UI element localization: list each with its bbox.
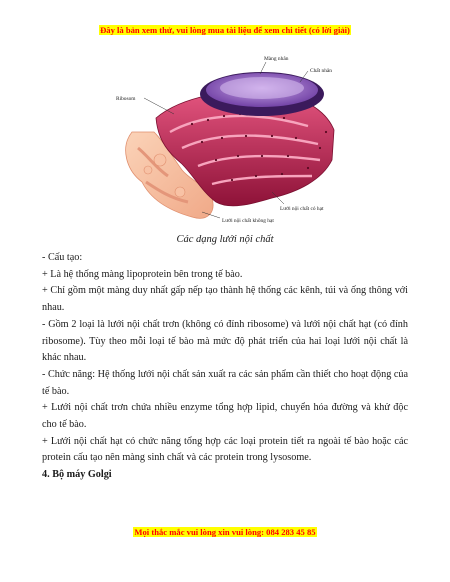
preview-notice-text: Đây là bản xem thử, vui lòng mua tài liệu để xem chi tiết (có lời giải) [100,25,350,35]
function-title: - Chức năng: Hệ thống lưới nội chất sản xuất ra các sản phẩm cần thiết cho hoạt động của tế bào. [42,368,408,397]
function-point-1: + Lưới nội chất trơn chứa nhiều enzyme tổng hợp lipid, chuyển hóa đường và khử độc cho tế bào. [42,402,408,431]
endoplasmic-reticulum-illustration [112,52,344,228]
label-ribosome: Ribosom [116,96,136,102]
structure-title: - Cấu tạo: [42,252,83,263]
contact-banner [0,527,450,537]
contact-text: Mọi thắc mắc vui lòng xin vui lòng: 084 283 45 85 [134,527,316,537]
document-body [42,250,408,484]
section-heading: 4. Bộ máy Golgi [42,469,112,481]
function-point-2: + Lưới nội chất hạt có chức năng tổng hợp các loại protein tiết ra ngoài tế bào hoặc các protein cấu tạo nên màng sinh chất và các protein trong lysosome. [42,435,408,464]
structure-point-2: + Chỉ gồm một màng duy nhất gấp nếp tạo thành hệ thống các kênh, túi và ống thông với nhau. [42,285,408,314]
label-nucleoplasm: Chất nhân [310,68,333,74]
nucleus [200,72,324,116]
preview-notice-banner [0,25,450,35]
label-smooth-er: Lưới nội chất không hạt [222,218,274,224]
label-nuclear-membrane: Màng nhân [264,56,289,62]
structure-point-3: - Gồm 2 loại là lưới nội chất trơn (không có đính ribosome) và lưới nội chất hạt (có đính ribosome). Tùy theo mỗi loại tế bào mà mức độ phát triển của hai loại lưới nội chất là khác nhau. [42,318,408,364]
figure-caption: Các dạng lưới nội chất [176,234,274,245]
structure-point-1: + Là hệ thống màng lipoprotein bên trong tế bào. [42,268,243,280]
label-rough-er: Lưới nội chất có hạt [280,206,324,212]
